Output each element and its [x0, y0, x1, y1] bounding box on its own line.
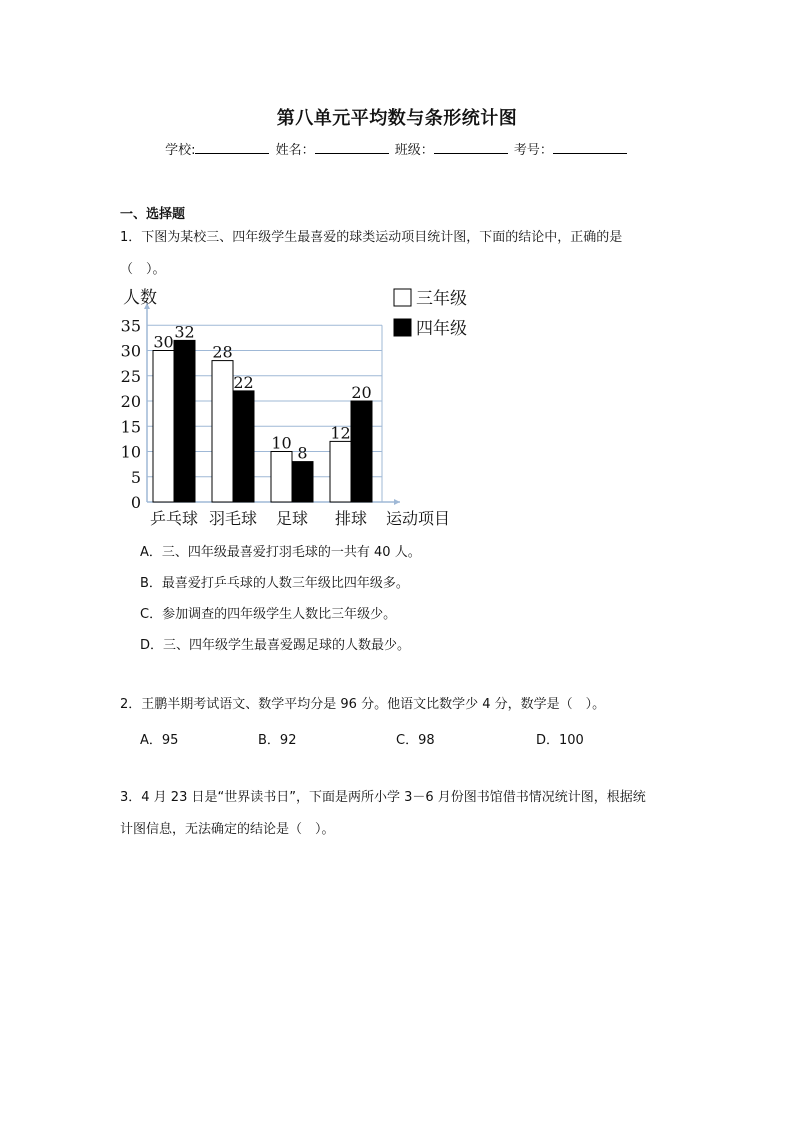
- q1-stem-line1: 1．下图为某校三、四年级学生最喜爱的球类运动项目统计图，下面的结论中，正确的是: [120, 230, 623, 245]
- bar: [351, 401, 372, 502]
- school-blank: [195, 141, 269, 154]
- q2-option-b: B．92: [258, 733, 297, 748]
- y-tick-label: 10: [120, 442, 141, 462]
- q1-stem-line2: （ ）。: [120, 262, 166, 277]
- name-blank: [315, 141, 389, 154]
- class-blank: [434, 141, 508, 154]
- q2-option-c: C．98: [396, 733, 435, 748]
- x-axis-arrow: [394, 499, 400, 505]
- page-title: 第八单元平均数与条形统计图: [276, 108, 518, 129]
- q1-option-a: A．三、四年级最喜爱打羽毛球的一共有 40 人。: [140, 545, 421, 560]
- x-tick-label: 乒乓球: [149, 509, 199, 528]
- bar-value-label: 30: [153, 332, 174, 352]
- bar-value-label: 8: [297, 443, 308, 463]
- y-tick-label: 35: [120, 316, 141, 336]
- bar-value-label: 22: [233, 372, 254, 392]
- name-label: 姓名：: [275, 143, 315, 158]
- bar: [292, 462, 313, 502]
- legend-label: 三年级: [416, 289, 467, 309]
- x-tick-label: 排球: [334, 509, 368, 528]
- bar-value-label: 32: [174, 322, 195, 342]
- y-tick-label: 30: [120, 341, 141, 361]
- bar: [271, 452, 292, 503]
- bar: [212, 361, 233, 502]
- x-axis-title: 运动项目: [386, 509, 451, 528]
- bar: [174, 340, 195, 502]
- bar: [153, 351, 174, 503]
- exam-no-blank: [553, 141, 627, 154]
- q3-stem-line2: 计图信息，无法确定的结论是（ ）。: [120, 822, 335, 837]
- y-axis-title: 人数: [123, 288, 157, 308]
- bar-value-label: 28: [212, 342, 233, 362]
- q1-option-c: C．参加调查的四年级学生人数比三年级少。: [140, 607, 397, 622]
- q2-option-a: A．95: [140, 733, 179, 748]
- q2-stem: 2．王鹏半期考试语文、数学平均分是 96 分。他语文比数学少 4 分，数学是（ ）。: [120, 697, 606, 712]
- y-tick-label: 25: [120, 366, 141, 386]
- bar: [233, 391, 254, 502]
- q1-bar-chart: [115, 283, 475, 533]
- y-tick-label: 20: [120, 392, 141, 411]
- legend-label: 四年级: [416, 319, 467, 339]
- section-title: 一、选择题: [120, 207, 186, 222]
- class-label: 班级：: [394, 143, 434, 158]
- q3-stem-line1: 3．4 月 23 日是“世界读书日”，下面是两所小学 3－6 月份图书馆借书情况统计图，根据统: [120, 790, 646, 805]
- y-tick-label: 15: [120, 417, 141, 437]
- bar: [330, 441, 351, 502]
- bar-value-label: 20: [351, 383, 372, 402]
- y-tick-label: 0: [130, 493, 141, 512]
- q1-option-d: D．三、四年级学生最喜爱踢足球的人数最少。: [140, 638, 411, 653]
- student-info-line: [0, 139, 794, 158]
- x-tick-label: 羽毛球: [208, 509, 258, 528]
- legend-swatch: [394, 319, 411, 336]
- bar-value-label: 12: [330, 423, 351, 443]
- legend-swatch: [394, 289, 411, 306]
- q2-option-d: D．100: [536, 733, 584, 748]
- exam-no-label: 考号：: [513, 143, 553, 158]
- bar-value-label: 10: [271, 433, 292, 453]
- y-tick-label: 5: [130, 467, 141, 487]
- x-tick-label: 足球: [275, 509, 309, 528]
- q1-option-b: B．最喜爱打乒乓球的人数三年级比四年级多。: [140, 576, 409, 591]
- school-label: 学校:: [165, 143, 196, 158]
